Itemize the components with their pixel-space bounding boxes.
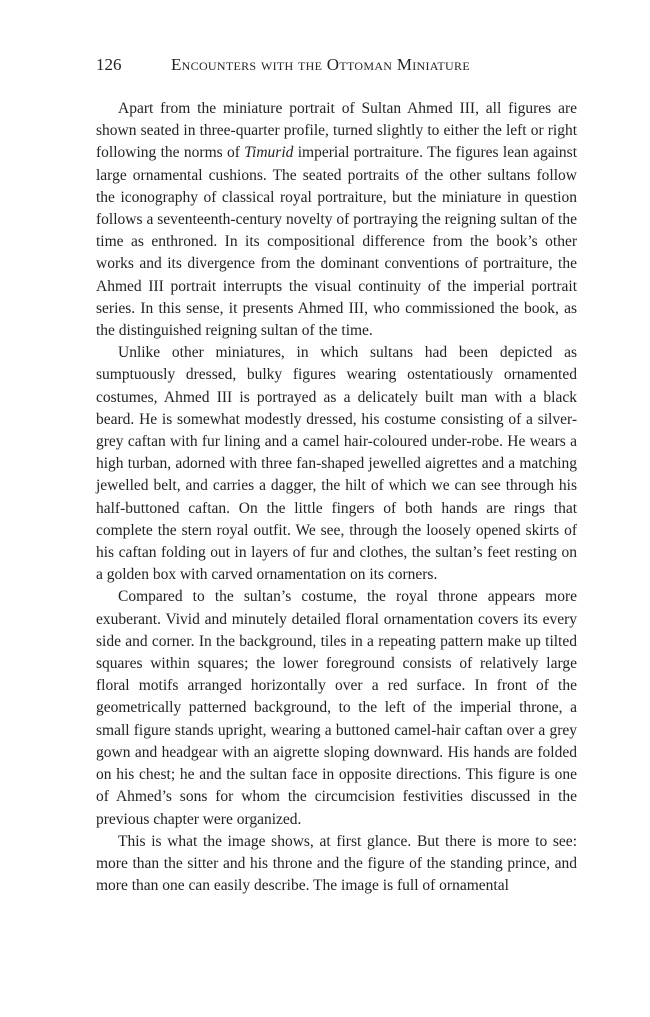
paragraph-3: Compared to the sultan’s costume, the royal throne appears more exuberant. Vivid and minutely detailed floral ornamentation covers its every side and corner. In the background, tiles in a repeating pattern make up tilted squares within squares; the lower foreground consists of relatively large floral motifs arranged horizontally over a red surface. In front of the geometrically patterned background, to the left of the imperial throne, a small figure stands upright, wearing a buttoned camel-hair caftan over a grey gown and headgear with an aigrette sloping downward. His hands are folded on his chest; he and the sultan face in opposite directions. This figure is one of Ahmed’s sons for whom the circumcision festivities discussed in the previous chapter were organized.: [96, 588, 577, 828]
paragraph-1: [96, 98, 577, 342]
running-title: Encounters with the Ottoman Miniature: [171, 55, 470, 74]
italic-term: Timurid: [244, 144, 294, 162]
paragraph-1-text-end: imperial portraiture. The figures lean against large ornamental cushions. The seated portraits of the other sultans follow the iconography of classical royal portraiture, but the miniature in question follows a seventeenth-century novelty of portraying the reigning sultan of the time as enthroned. In its compositional difference from the book’s other works and its divergence from the dominant conventions of portraiture, the Ahmed III portrait interrupts the visual continuity of the imperial portrait series. In this sense, it presents Ahmed III, who commissioned the book, as the distinguished reigning sultan of the time.: [96, 144, 578, 340]
paragraph-1-text-start: Apart from the miniature portrait of Sultan Ahmed III, all figures are shown seated in three-quarter profile, turned slightly to either the left or right following the norms of: [96, 100, 577, 162]
running-head: [96, 52, 577, 78]
paragraph-2: Unlike other miniatures, in which sultans had been depicted as sumptuously dressed, bulky figures wearing ostentatiously ornamented costumes, Ahmed III is portrayed as a delicately built man with a black beard. He is somewhat modestly dressed, his costume consisting of a silver-grey caftan with fur lining and a camel hair-coloured under-robe. He wears a high turban, adorned with three fan-shaped jewelled aigrettes and a matching jewelled belt, and carries a dagger, the hilt of which we can see through his half-buttoned caftan. On the little fingers of both hands are rings that complete the stern royal outfit. We see, through the loosely opened skirts of his caftan folding out in layers of fur and clothes, the sultan’s feet resting on a golden box with carved ornamentation on its corners.: [96, 344, 577, 584]
page-number: 126: [96, 55, 122, 74]
book-page: [96, 52, 577, 897]
body-text: [96, 98, 577, 897]
paragraph-4: This is what the image shows, at first glance. But there is more to see: more than the sitter and his throne and the figure of the standing prince, and more than one can easily describe. The image is full of ornamental: [96, 832, 577, 895]
